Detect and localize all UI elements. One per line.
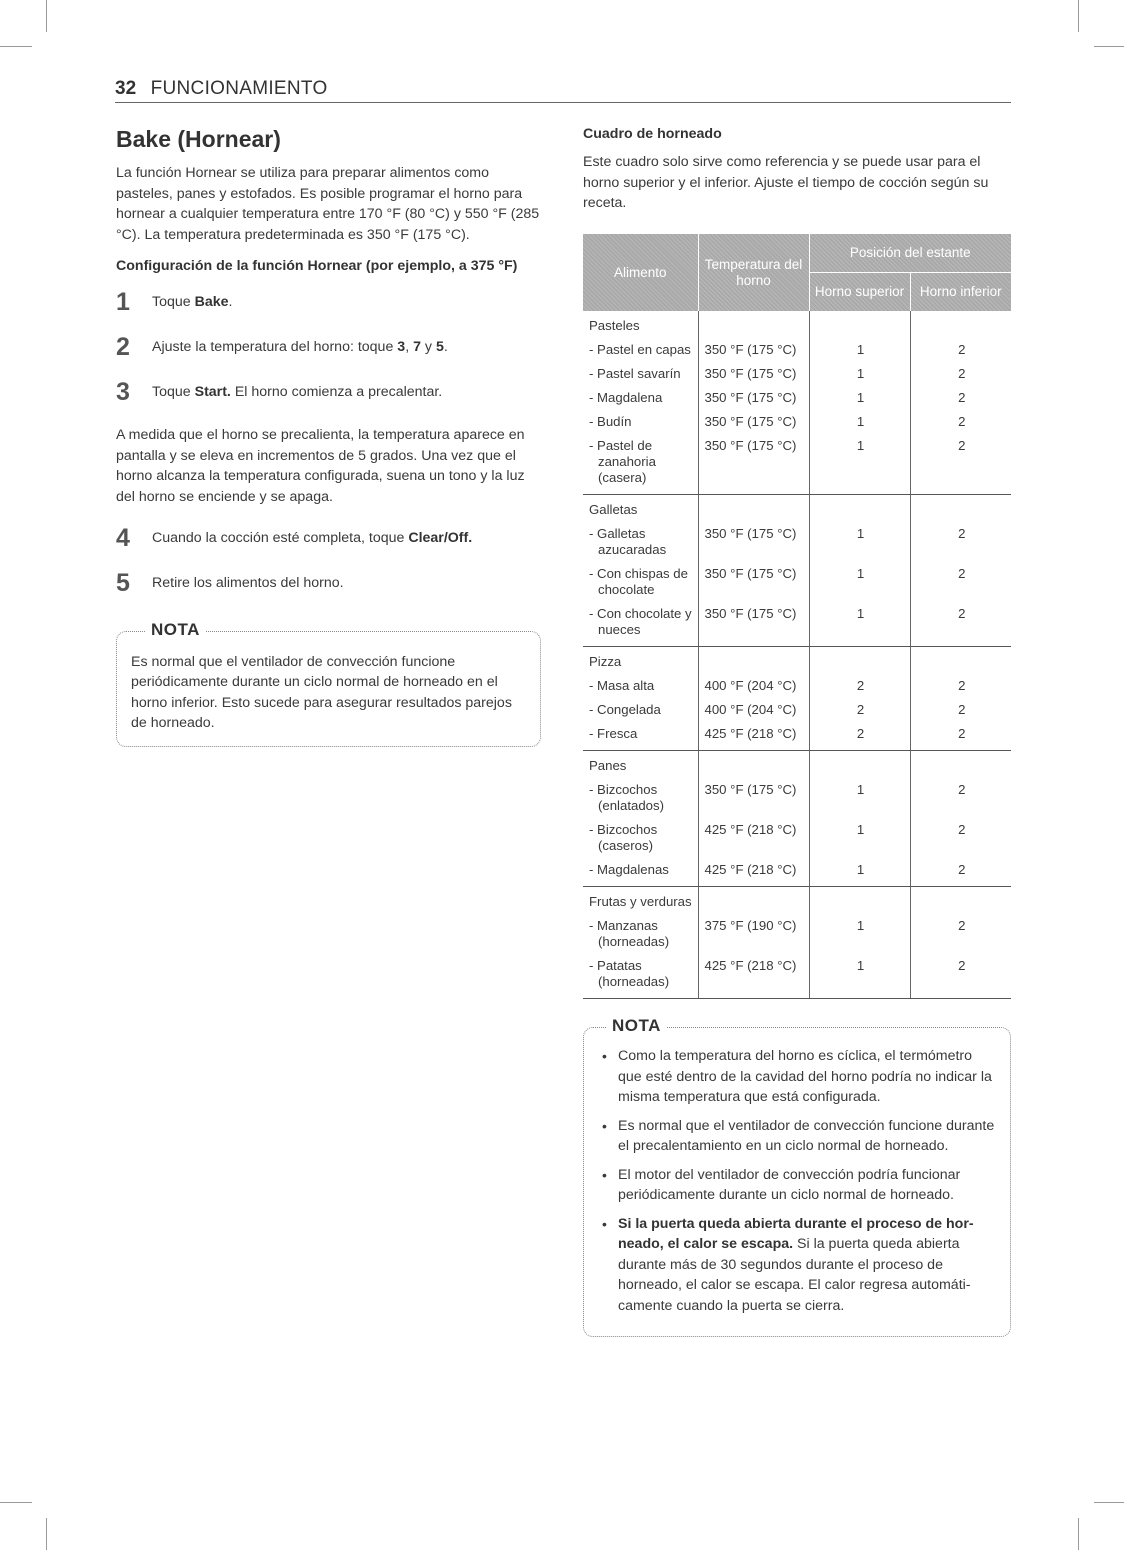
intro-paragraph: La función Hornear se utiliza para preparar alimentos como pasteles, panes y estofados. Es posible programar el horno para hornear a cualquier temperatura entre 170 °F (80 °C) y 550 °F (285 °C). La temperatura predeterminada es 350 °F (175 °C). xyxy=(116,165,540,244)
note-item: • Es normal que el ventilador de convección funcione durante el precalentamiento en un ciclo normal de horneado. xyxy=(602,1117,995,1155)
upper-rack-cell: 2 xyxy=(809,675,910,699)
food-cell: - Masa alta xyxy=(583,675,698,699)
preheat-paragraph: A medida que el horno se precalienta, la temperatura aparece en pantalla y se eleva en incrementos de 5 grados. Una vez que el horno alcanza la temperatura configurada, suena un tono y la luz del horno se enciende y se apaga. xyxy=(116,426,525,505)
upper-rack-cell: 1 xyxy=(809,859,910,887)
upper-rack-cell: 1 xyxy=(809,603,910,647)
upper-rack-cell: 1 xyxy=(809,435,910,495)
note-box-2 xyxy=(583,1016,1011,1337)
step-number: 4 xyxy=(116,523,130,552)
left-column xyxy=(116,126,541,747)
temperature-cell: 350 °F (175 °C) xyxy=(698,339,809,363)
food-cell: - Patatas (horneadas) xyxy=(583,955,698,999)
baking-table xyxy=(583,234,1011,999)
table-row xyxy=(583,915,1011,955)
food-cell: - Bizcochos (caseros) xyxy=(583,819,698,859)
step-number: 3 xyxy=(116,377,130,406)
table-row xyxy=(583,859,1011,887)
crop-mark xyxy=(1078,1518,1079,1550)
food-cell: - Pastel savarín xyxy=(583,363,698,387)
temperature-cell: 375 °F (190 °C) xyxy=(698,915,809,955)
step-text: Cuando la cocción esté completa, toque Clear/Off. xyxy=(152,529,473,546)
crop-mark xyxy=(1094,1502,1124,1503)
step-1 xyxy=(116,287,541,322)
temperature-cell: 350 °F (175 °C) xyxy=(698,523,809,563)
group-name: Pizza xyxy=(583,647,698,676)
food-cell: - Fresca xyxy=(583,723,698,751)
lower-rack-cell: 2 xyxy=(910,723,1011,751)
step-5 xyxy=(116,568,541,603)
note-label: NOTA xyxy=(606,1016,667,1036)
table-row xyxy=(583,603,1011,647)
table-row xyxy=(583,675,1011,699)
group-name: Galletas xyxy=(583,495,698,524)
table-group-row xyxy=(583,311,1011,339)
note-label: NOTA xyxy=(145,620,206,640)
temperature-cell: 350 °F (175 °C) xyxy=(698,563,809,603)
lower-rack-cell: 2 xyxy=(910,955,1011,999)
upper-rack-cell: 1 xyxy=(809,779,910,819)
table-row xyxy=(583,779,1011,819)
upper-rack-cell: 2 xyxy=(809,723,910,751)
table-group-row xyxy=(583,495,1011,524)
upper-rack-cell: 1 xyxy=(809,363,910,387)
page-number: 32 xyxy=(115,78,137,99)
table-row xyxy=(583,363,1011,387)
table-row xyxy=(583,563,1011,603)
lower-rack-cell: 2 xyxy=(910,603,1011,647)
upper-rack-cell: 1 xyxy=(809,523,910,563)
lower-rack-cell: 2 xyxy=(910,859,1011,887)
header-rack-position: Posición del estante xyxy=(809,234,1011,273)
food-cell: - Magdalena xyxy=(583,387,698,411)
header-lower-oven: Horno inferior xyxy=(910,273,1011,312)
step-text: Toque Bake. xyxy=(152,293,233,310)
right-column xyxy=(583,126,1011,1337)
temperature-cell: 350 °F (175 °C) xyxy=(698,603,809,647)
lower-rack-cell: 2 xyxy=(958,342,966,358)
upper-rack-cell: 1 xyxy=(809,915,910,955)
crop-mark xyxy=(1078,0,1079,32)
header-temperature: Temperatura del horno xyxy=(698,234,809,311)
table-row xyxy=(583,723,1011,751)
bullet-icon: • xyxy=(602,1117,607,1134)
table-row xyxy=(583,339,1011,363)
temperature-cell: 350 °F (175 °C) xyxy=(698,435,809,495)
table-group-row xyxy=(583,751,1011,780)
step-number: 1 xyxy=(116,287,130,316)
table-row xyxy=(583,699,1011,723)
temperature-cell: 350 °F (175 °C) xyxy=(698,779,809,819)
food-cell: - Con chocolate y nueces xyxy=(583,603,698,647)
table-group-row xyxy=(583,647,1011,676)
lower-rack-cell: 2 xyxy=(958,702,966,718)
lower-rack-cell: 2 xyxy=(958,526,966,542)
note-box xyxy=(116,619,541,747)
lower-rack-cell: 2 xyxy=(910,435,1011,495)
food-cell: - Con chispas de chocolate xyxy=(583,563,698,603)
config-heading: Configuración de la función Hornear (por ejemplo, a 375 °F) xyxy=(116,257,518,274)
step-text: Ajuste la temperatura del horno: toque 3, 7 y 5. xyxy=(152,338,448,355)
section-title: FUNCIONAMIENTO xyxy=(150,78,328,99)
page-title: Bake (Hornear) xyxy=(116,126,281,152)
temperature-cell: 425 °F (218 °C) xyxy=(698,723,809,751)
table-group-row xyxy=(583,887,1011,916)
upper-rack-cell: 1 xyxy=(809,411,910,435)
step-2 xyxy=(116,332,541,367)
lower-rack-cell: 2 xyxy=(958,566,966,582)
chart-intro: Este cuadro solo sirve como referencia y se puede usar para el horno superior y el inferior. Ajuste el tiempo de cocción según su receta. xyxy=(583,154,989,212)
table-row xyxy=(583,387,1011,411)
food-cell: - Pastel de zanahoria (casera) xyxy=(583,435,698,495)
group-name: Panes xyxy=(583,751,698,780)
table-row xyxy=(583,435,1011,495)
step-text: Toque Start. El horno comienza a precalentar. xyxy=(152,383,443,400)
note-text: Es normal que el ventilador de convección funcione periódicamente durante un ciclo normal de horneado en el horno inferior. Esto sucede para asegurar resultados parejos de horneado. xyxy=(131,653,512,732)
food-cell: - Magdalenas xyxy=(583,859,698,887)
temperature-cell: 350 °F (175 °C) xyxy=(698,387,809,411)
upper-rack-cell: 1 xyxy=(809,955,910,999)
upper-rack-cell: 1 xyxy=(809,819,910,859)
header-food: Alimento xyxy=(583,234,698,311)
food-cell: - Galletas azucaradas xyxy=(583,523,698,563)
lower-rack-cell: 2 xyxy=(958,390,966,406)
lower-rack-cell: 2 xyxy=(958,414,966,430)
step-number: 5 xyxy=(116,568,130,597)
lower-rack-cell: 2 xyxy=(958,678,966,694)
temperature-cell: 350 °F (175 °C) xyxy=(698,411,809,435)
food-cell: - Budín xyxy=(583,411,698,435)
food-cell: - Bizcochos (enlatados) xyxy=(583,779,698,819)
table-row xyxy=(583,819,1011,859)
temperature-cell: 425 °F (218 °C) xyxy=(698,955,809,999)
step-number: 2 xyxy=(116,332,130,361)
chart-heading: Cuadro de horneado xyxy=(583,126,722,142)
crop-mark xyxy=(46,1518,47,1550)
crop-mark xyxy=(46,0,47,32)
lower-rack-cell: 2 xyxy=(958,822,966,838)
table-row xyxy=(583,955,1011,999)
step-3 xyxy=(116,377,541,412)
temperature-cell: 425 °F (218 °C) xyxy=(698,859,809,887)
crop-mark xyxy=(1094,46,1124,47)
group-name: Frutas y verduras xyxy=(583,887,698,916)
food-cell: - Congelada xyxy=(583,699,698,723)
page-header xyxy=(115,78,1011,103)
temperature-cell: 350 °F (175 °C) xyxy=(698,363,809,387)
crop-mark xyxy=(0,46,32,47)
lower-rack-cell: 2 xyxy=(958,782,966,798)
step-text: Retire los alimentos del horno. xyxy=(152,574,344,591)
food-cell: - Manzanas (horneadas) xyxy=(583,915,698,955)
upper-rack-cell: 1 xyxy=(809,563,910,603)
bullet-icon: • xyxy=(602,1048,607,1065)
upper-rack-cell: 1 xyxy=(809,339,910,363)
table-row xyxy=(583,523,1011,563)
note-item: • El motor del ventilador de convección podría funcionar periódicamente durante un ciclo normal de horneado. xyxy=(602,1166,961,1204)
lower-rack-cell: 2 xyxy=(958,366,966,382)
upper-rack-cell: 2 xyxy=(809,699,910,723)
food-cell: - Pastel en capas xyxy=(583,339,698,363)
table-body xyxy=(583,311,1011,999)
group-name: Pasteles xyxy=(583,311,698,339)
upper-rack-cell: 1 xyxy=(809,387,910,411)
table-row xyxy=(583,411,1011,435)
note-item: • Si la puerta queda abierta durante el proceso de hor-neado, el calor se escapa. Si la puerta queda abierta durante más de 30 segundos durante el proceso de horneado, el calor se escapa. El calor regresa automáti-camente cuando la puerta se cierra. xyxy=(602,1215,974,1314)
lower-rack-cell: 2 xyxy=(958,918,966,934)
temperature-cell: 400 °F (204 °C) xyxy=(698,699,809,723)
step-4 xyxy=(116,523,541,558)
note-list xyxy=(596,1046,996,1316)
temperature-cell: 400 °F (204 °C) xyxy=(698,675,809,699)
note-item: • Como la temperatura del horno es cíclica, el termómetro que esté dentro de la cavidad del horno podría no indicar la misma temperatura que está configurada. xyxy=(602,1048,992,1106)
temperature-cell: 425 °F (218 °C) xyxy=(698,819,809,859)
crop-mark xyxy=(0,1502,32,1503)
bullet-icon: • xyxy=(602,1215,607,1232)
bullet-icon: • xyxy=(602,1166,607,1183)
header-upper-oven: Horno superior xyxy=(809,273,910,312)
